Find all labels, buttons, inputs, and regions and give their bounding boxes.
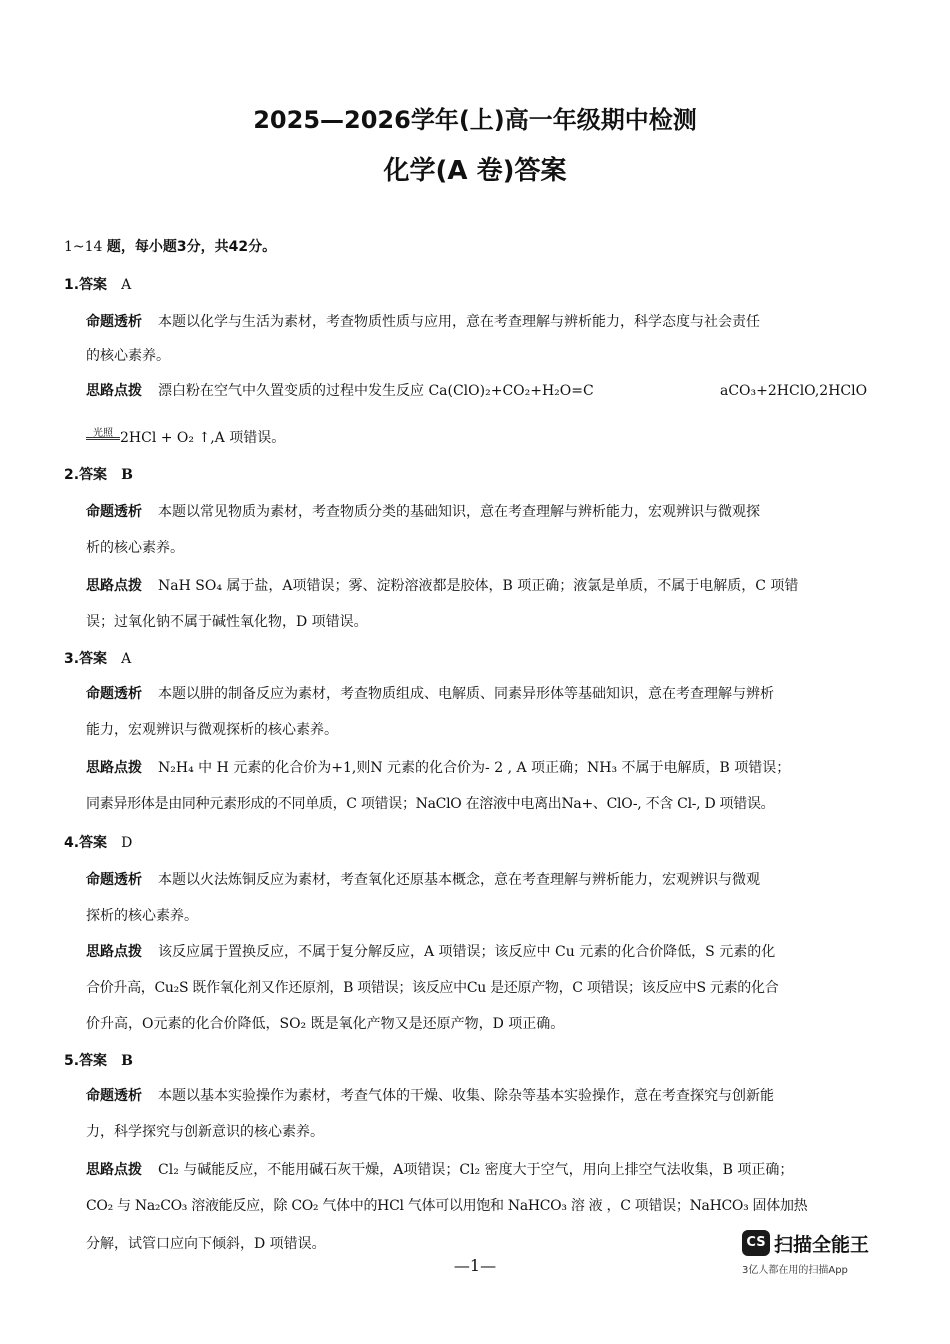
q5-analysis-label: 命题透析	[86, 1088, 142, 1104]
camscanner-name: 扫描全能王	[774, 1234, 870, 1256]
q4-hint-line-3: 价升高，O元素的化合价降低，SO₂ 既是氧化产物又是还原产物，D 项正确。	[86, 1016, 565, 1032]
q2-answer-value: B	[121, 467, 133, 483]
q4-hint-label: 思路点拨	[86, 944, 142, 960]
q5-analysis-line-1	[86, 1086, 886, 1106]
q4-answer-label: 答案	[79, 835, 108, 851]
q5-number: 5.	[64, 1053, 80, 1069]
q5-hint-line-3: 分解，试管口应向下倾斜，D 项错误。	[86, 1236, 326, 1252]
camscanner-logo-icon: CS	[742, 1230, 770, 1256]
q3-analysis-text-1: 本题以肼的制备反应为素材，考查物质组成、电解质、同素异形体等基础知识，意在考查理解与辨析	[158, 686, 774, 702]
q2-hint-text-1: NaH SO₄ 属于盐，A项错误；雾、淀粉溶液都是胶体，B 项正确；液氯是单质，不属于电解质，C 项错	[158, 578, 799, 594]
q5-hint-line-2: CO₂ 与 Na₂CO₃ 溶液能反应，除 CO₂ 气体中的HCl 气体可以用饱和 NaHCO₃ 溶 液 ，C 项错误；NaHCO₃ 固体加热	[86, 1198, 808, 1214]
q1-answer-value: A	[121, 277, 132, 293]
page-number: —1—	[453, 1256, 497, 1275]
q1-answer-line	[64, 274, 131, 294]
q4-answer-value: D	[121, 835, 133, 851]
q4-number: 4.	[64, 835, 80, 851]
q2-hint-line-1	[86, 576, 886, 596]
q5-hint-text-1: Cl₂ 与碱能反应，不能用碱石灰干燥，A项错误；Cl₂ 密度大于空气，用向上排空气法收集，B 项正确；	[158, 1162, 794, 1178]
intro-text: 题，每小题3分，共42分。	[106, 239, 277, 255]
q4-hint-line-1	[86, 942, 886, 962]
q4-answer-line	[64, 832, 132, 852]
q2-hint-label: 思路点拨	[86, 578, 142, 594]
q3-number: 3.	[64, 651, 80, 667]
q2-number: 2.	[64, 467, 80, 483]
q5-answer-value: B	[121, 1053, 133, 1069]
document-title: 2025—2026学年(上)高一年级期中检测	[253, 106, 697, 134]
intro-range: 1~14	[64, 239, 103, 255]
q1-hint-text-a: 漂白粉在空气中久置变质的过程中发生反应 Ca(ClO)₂+CO₂+H₂O=C	[158, 383, 594, 399]
q4-analysis-line-2: 探析的核心素养。	[86, 908, 198, 924]
q2-analysis-label: 命题透析	[86, 504, 142, 520]
q1-analysis-text-1: 本题以化学与生活为素材，考查物质性质与应用，意在考查理解与辨析能力，科学态度与社会责任	[158, 314, 760, 330]
q2-analysis-text-1: 本题以常见物质为素材，考查物质分类的基础知识，意在考查理解与辨析能力，宏观辨识与微观探	[158, 504, 760, 520]
document-subtitle: 化学(A 卷)答案	[383, 156, 567, 186]
intro-line	[64, 236, 276, 256]
q3-answer-value: A	[121, 651, 132, 667]
q4-hint-text-1: 该反应属于置换反应，不属于复分解反应，A 项错误；该反应中 Cu 元素的化合价降低，S 元素的化	[158, 944, 776, 960]
q4-analysis-text-1: 本题以火法炼铜反应为素材，考查氧化还原基本概念，意在考查理解与辨析能力，宏观辨识与微观	[158, 872, 760, 888]
q2-hint-line-2: 误；过氧化钠不属于碱性氧化物，D 项错误。	[86, 614, 368, 630]
q5-analysis-line-2: 力，科学探究与创新意识的核心素养。	[86, 1124, 324, 1140]
camscanner-watermark	[742, 1228, 892, 1280]
q2-analysis-line-2: 析的核心素养。	[86, 540, 184, 556]
q3-analysis-label: 命题透析	[86, 686, 142, 702]
q1-reaction-condition: 光照	[86, 424, 120, 444]
q4-hint-line-2: 合价升高，Cu₂S 既作氧化剂又作还原剂，B 项错误；该反应中Cu 是还原产物，C 项错误；该反应中S 元素的化合	[86, 980, 779, 996]
q3-answer-label: 答案	[79, 651, 108, 667]
q1-analysis-label: 命题透析	[86, 314, 142, 330]
q2-analysis-line-1	[86, 502, 886, 522]
q1-hint-text-2: 2HCl + O₂ ↑,A 项错误。	[120, 430, 286, 446]
q3-answer-line	[64, 648, 131, 668]
q1-analysis-line-1	[86, 312, 886, 332]
q1-number: 1.	[64, 277, 80, 293]
q3-hint-text-1: N₂H₄ 中 H 元素的化合价为+1,则N 元素的化合价为- 2 , A 项正确；NH₃ 不属于电解质，B 项错误；	[158, 760, 791, 776]
q1-hint-line-1	[86, 381, 886, 401]
q5-answer-label: 答案	[79, 1053, 108, 1069]
q3-hint-label: 思路点拨	[86, 760, 142, 776]
q1-hint-text-b: aCO₃+2HClO,2HClO	[720, 383, 868, 399]
q5-hint-line-1	[86, 1160, 886, 1180]
q5-hint-label: 思路点拨	[86, 1162, 142, 1178]
q1-hint-line-2	[86, 424, 886, 448]
q3-analysis-line-2: 能力，宏观辨识与微观探析的核心素养。	[86, 722, 338, 738]
q1-analysis-line-2: 的核心素养。	[86, 348, 170, 364]
q5-analysis-text-1: 本题以基本实验操作为素材，考查气体的干燥、收集、除杂等基本实验操作，意在考查探究与创新能	[158, 1088, 774, 1104]
q3-hint-line-1	[86, 758, 886, 778]
q1-answer-label: 答案	[79, 277, 108, 293]
q4-analysis-line-1	[86, 870, 886, 890]
q3-analysis-line-1	[86, 684, 886, 704]
q2-answer-label: 答案	[79, 467, 108, 483]
q5-answer-line	[64, 1050, 133, 1070]
camscanner-tagline: 3亿人都在用的扫描App	[742, 1265, 848, 1276]
q1-hint-label: 思路点拨	[86, 383, 142, 399]
q3-hint-line-2: 同素异形体是由同种元素形成的不同单质，C 项错误；NaClO 在溶液中电离出Na+、ClO-, 不含 Cl-, D 项错误。	[86, 796, 775, 812]
q4-analysis-label: 命题透析	[86, 872, 142, 888]
q2-answer-line	[64, 464, 133, 484]
